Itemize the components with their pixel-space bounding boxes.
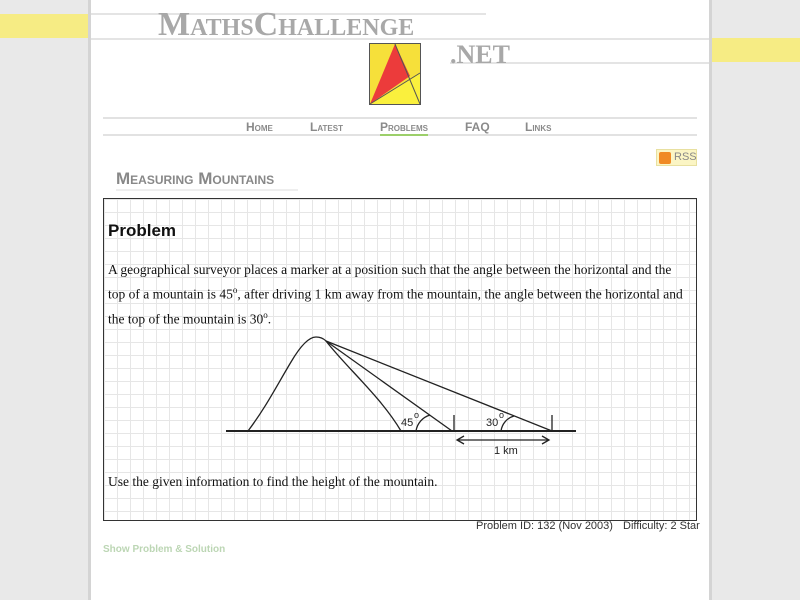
rss-icon (659, 152, 671, 164)
angle-30-label: 30 (486, 417, 499, 429)
logo-icon[interactable] (369, 43, 421, 105)
show-solution-link[interactable]: Show Problem & Solution (103, 544, 226, 555)
mountain-diagram (221, 327, 581, 462)
nav-faq[interactable]: FAQ (465, 120, 490, 134)
problem-box (103, 198, 697, 521)
distance-label: 1 km (494, 445, 518, 457)
main-nav (103, 117, 697, 136)
problem-id: Problem ID: 132 (Nov 2003) (476, 520, 613, 532)
logo-tld[interactable]: .NET (450, 40, 510, 69)
nav-home[interactable]: Home (246, 120, 273, 134)
nav-latest[interactable]: Latest (310, 120, 343, 134)
rss-button[interactable] (656, 149, 697, 166)
rss-label: RSS (674, 151, 697, 163)
decor-stripe-left (0, 14, 88, 38)
nav-links[interactable]: Links (525, 120, 552, 134)
problem-question: Use the given information to find the height of the mountain. (108, 474, 438, 489)
problem-heading: Problem (108, 221, 177, 240)
problem-text: A geographical surveyor places a marker at a position such that the angle between the horizontal and the top of a mountain is 45$^o$, after driving 1 km away from the mountain, the angle between the horizontal and the top of the mountain is 30$^o$. (108, 262, 683, 326)
decor-stripe-right (712, 38, 800, 62)
svg-text:o: o (499, 410, 505, 420)
svg-text:o: o (414, 410, 420, 420)
logo-text[interactable]: MathsChallenge (158, 6, 415, 43)
difficulty: Difficulty: 2 Star (623, 520, 700, 532)
angle-45-label: 45 (401, 417, 414, 429)
nav-problems[interactable]: Problems (380, 120, 429, 134)
page-title: Measuring Mountains (116, 169, 298, 191)
